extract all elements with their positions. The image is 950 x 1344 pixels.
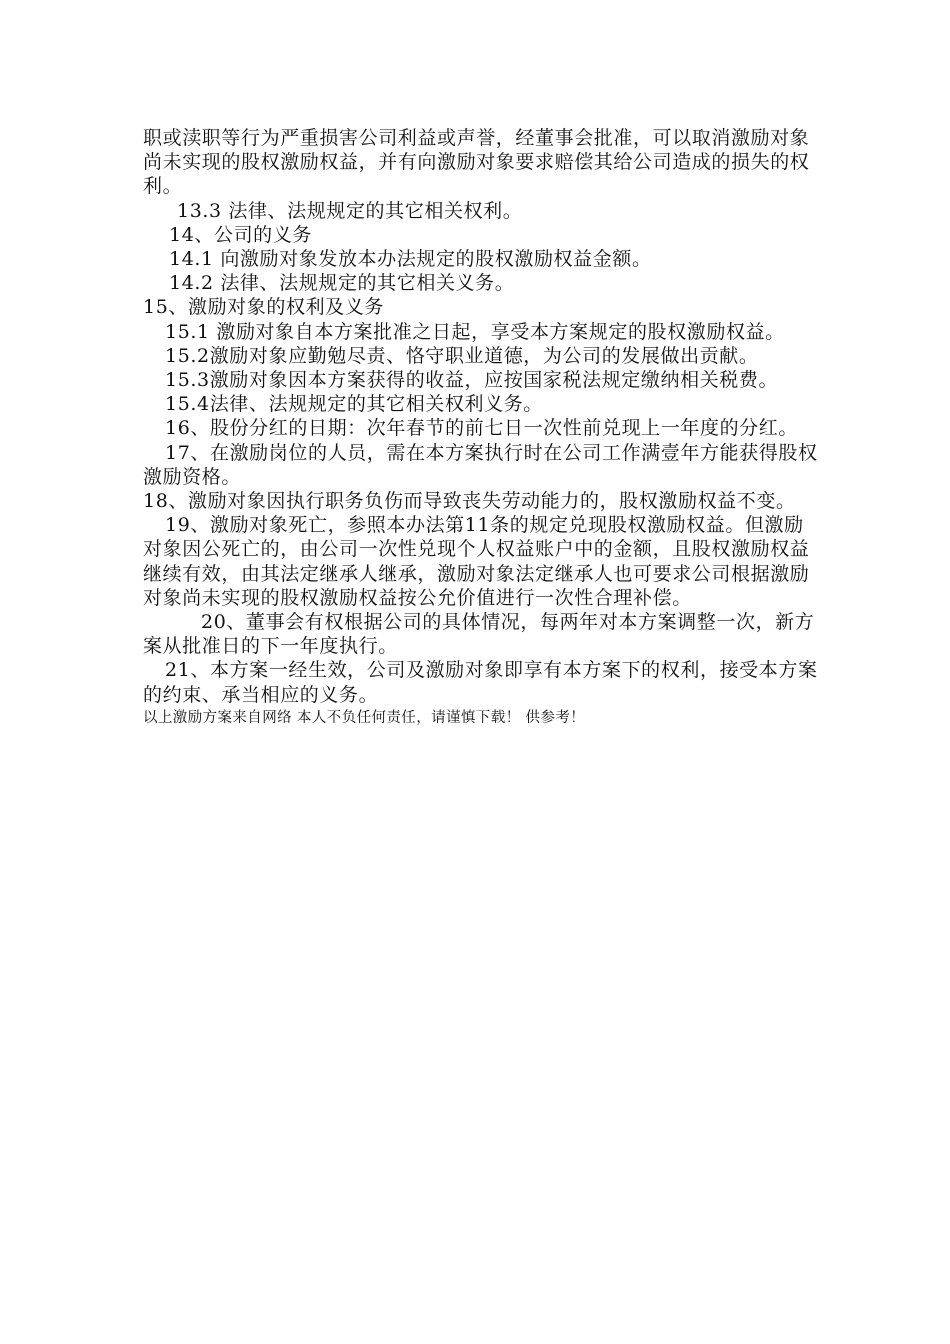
paragraph-20: 20、董事会有权根据公司的具体情况，每两年对本方案调整一次，新方案从批准日的下一年度执行。 xyxy=(143,611,815,658)
paragraph-15-1: 15.1 激励对象自本方案批准之日起，享受本方案规定的股权激励权益。 xyxy=(165,320,785,343)
paragraph-21: 21、本方案一经生效，公司及激励对象即享有本方案下的权利，接受本方案的约束、承当相应的义务。 xyxy=(143,659,818,706)
paragraph-15-heading: 15、激励对象的权利及义务 xyxy=(143,296,384,319)
paragraph-19: 19、激励对象死亡，参照本办法第11条的规定兑现股权激励权益。但激励对象因公死亡的，由公司一次性兑现个人权益账户中的金额，且股权激励权益继续有效，由其法定继承人继承，激励对象法定继承人也可要求公司根据激励对象尚未实现的股权激励权益按公允价值进行一次性合理补偿。 xyxy=(143,514,810,609)
paragraph-dismissal-clause: 职或渎职等行为严重损害公司利益或声誉，经董事会批准，可以取消激励对象尚未实现的股权激励权益，并有向激励对象要求赔偿其给公司造成的损失的权利。 xyxy=(143,127,810,198)
paragraph-17: 17、在激励岗位的人员，需在本方案执行时在公司工作满壹年方能获得股权激励资格。 xyxy=(143,441,818,488)
paragraph-14-1: 14.1 向激励对象发放本办法规定的股权激励权益金额。 xyxy=(169,248,652,271)
document-body xyxy=(143,126,823,729)
paragraph-15-2: 15.2激励对象应勤勉尽责、恪守职业道德，为公司的发展做出贡献。 xyxy=(165,344,759,367)
paragraph-13-3: 13.3 法律、法规规定的其它相关权利。 xyxy=(177,199,523,222)
paragraph-15-4: 15.4法律、法规规定的其它相关权利义务。 xyxy=(165,393,543,416)
paragraph-14-2: 14.2 法律、法规规定的其它相关义务。 xyxy=(169,272,515,295)
paragraph-16: 16、股份分红的日期：次年春节的前七日一次性前兑现上一年度的分红。 xyxy=(165,417,798,440)
paragraph-14-heading: 14、公司的义务 xyxy=(169,223,312,246)
footer-disclaimer: 以上激励方案来自网络 本人不负任何责任，请谨慎下载！ 供参考！ xyxy=(143,709,586,726)
paragraph-15-3: 15.3激励对象因本方案获得的收益，应按国家税法规定缴纳相关税费。 xyxy=(165,369,779,392)
paragraph-18: 18、激励对象因执行职务负伤而导致丧失劳动能力的，股权激励权益不变。 xyxy=(143,490,796,513)
